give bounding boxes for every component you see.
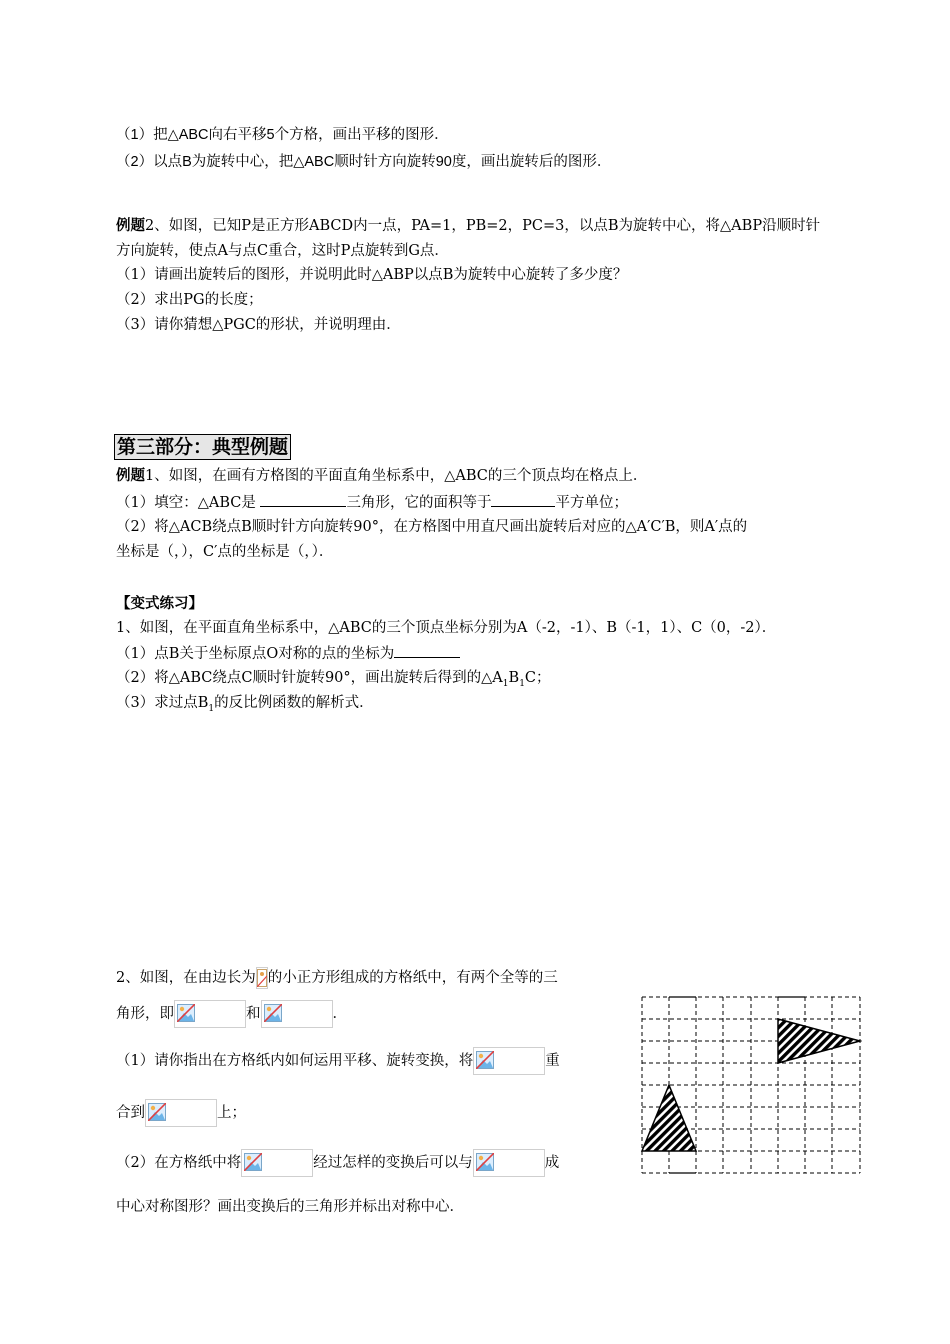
broken-image-icon	[476, 1153, 494, 1171]
broken-image-icon	[476, 1051, 494, 1069]
rotate-question: （2）以点B为旋转中心，把△ABC顺时针方向旋转90度，画出旋转后的图形．	[116, 154, 612, 170]
variant-title: 【变式练习】	[116, 595, 203, 612]
variant-p1-q1: （1）点B关于坐标原点O对称的点的坐标为	[116, 643, 460, 664]
problem2-line2: 角形，即 和 ．	[116, 1000, 347, 1028]
broken-image-icon	[244, 1153, 262, 1171]
grid-figure	[640, 994, 862, 1176]
part3-q1: （1）填空：△ABC是 三角形，它的面积等于 平方单位；	[116, 492, 628, 513]
broken-image-icon	[148, 1103, 166, 1121]
image-placeholder	[256, 967, 268, 989]
variant-p1-line1: 1、如图，在平面直角坐标系中，△ABC的三个顶点坐标分别为A（-2，-1）、B（-1，1）、C（0，-2）．	[116, 620, 777, 636]
translate-question: （1）把△ABC向右平移5个方格，画出平移的图形．	[116, 127, 449, 143]
problem2-line4: 合到 上；	[116, 1099, 246, 1127]
broken-image-icon	[177, 1004, 195, 1022]
problem2-line1: 2、如图，在由边长为 的小正方形组成的方格纸中，有两个全等的三	[116, 967, 558, 989]
image-placeholder	[473, 1149, 545, 1177]
broken-image-icon	[264, 1004, 282, 1022]
variant-p1-q2: （2）将△ABC绕点C顺时针旋转90°，画出旋转后得到的$\triangle A_1B_1C$；	[116, 670, 551, 689]
example2-line2: 方向旋转，使点A与点C重合，这时P点旋转到G点．	[116, 243, 449, 259]
answer-blank[interactable]	[394, 643, 460, 658]
problem2-line3: （1）请你指出在方格纸内如何运用平移、旋转变换，将 重	[116, 1047, 560, 1075]
triangle-left	[642, 1085, 696, 1151]
broken-image-icon	[257, 969, 267, 987]
example2-q1: （1）请画出旋转后的图形，并说明此时△ABP以点B为旋转中心旋转了多少度？	[116, 267, 628, 283]
example2-line1: 例题2、如图，已知P是正方形ABCD内一点，PA=1，PB=2，PC=3，以点B为旋转中心，将△ABP沿顺时针	[116, 218, 821, 234]
image-placeholder	[261, 1000, 333, 1028]
triangle-right	[778, 1019, 860, 1063]
example2-q2: （2）求出PG的长度；	[116, 292, 263, 308]
part3-q2-line1: （2）将△ACB绕点B顺时针方向旋转90°，在方格图中用直尺画出旋转后对应的△A′C′B，则A′点的	[116, 519, 748, 535]
image-placeholder	[174, 1000, 246, 1028]
problem2-line5: （2）在方格纸中将 经过怎样的变换后可以与 成	[116, 1149, 559, 1177]
variant-p1-q3: （3）求过点$B_1$的反比例函数的解析式．	[116, 695, 374, 714]
example-label: 例题	[116, 468, 145, 484]
part3-example1-line1: 例题1、如图，在画有方格图的平面直角坐标系中，△ABC的三个顶点均在格点上．	[116, 468, 648, 484]
example2-q3: （3）请你猜想△PGC的形状，并说明理由．	[116, 317, 401, 333]
answer-blank[interactable]	[491, 492, 555, 507]
image-placeholder	[241, 1149, 313, 1177]
example-label: 例题	[116, 218, 145, 234]
answer-blank[interactable]	[260, 492, 346, 507]
problem2-line6: 中心对称图形？画出变换后的三角形并标出对称中心．	[116, 1199, 464, 1215]
section-heading: 第三部分：典型例题	[114, 434, 291, 460]
part3-q2-line2: 坐标是（，），C′点的坐标是（，）．	[116, 544, 334, 560]
image-placeholder	[145, 1099, 217, 1127]
image-placeholder	[473, 1047, 545, 1075]
